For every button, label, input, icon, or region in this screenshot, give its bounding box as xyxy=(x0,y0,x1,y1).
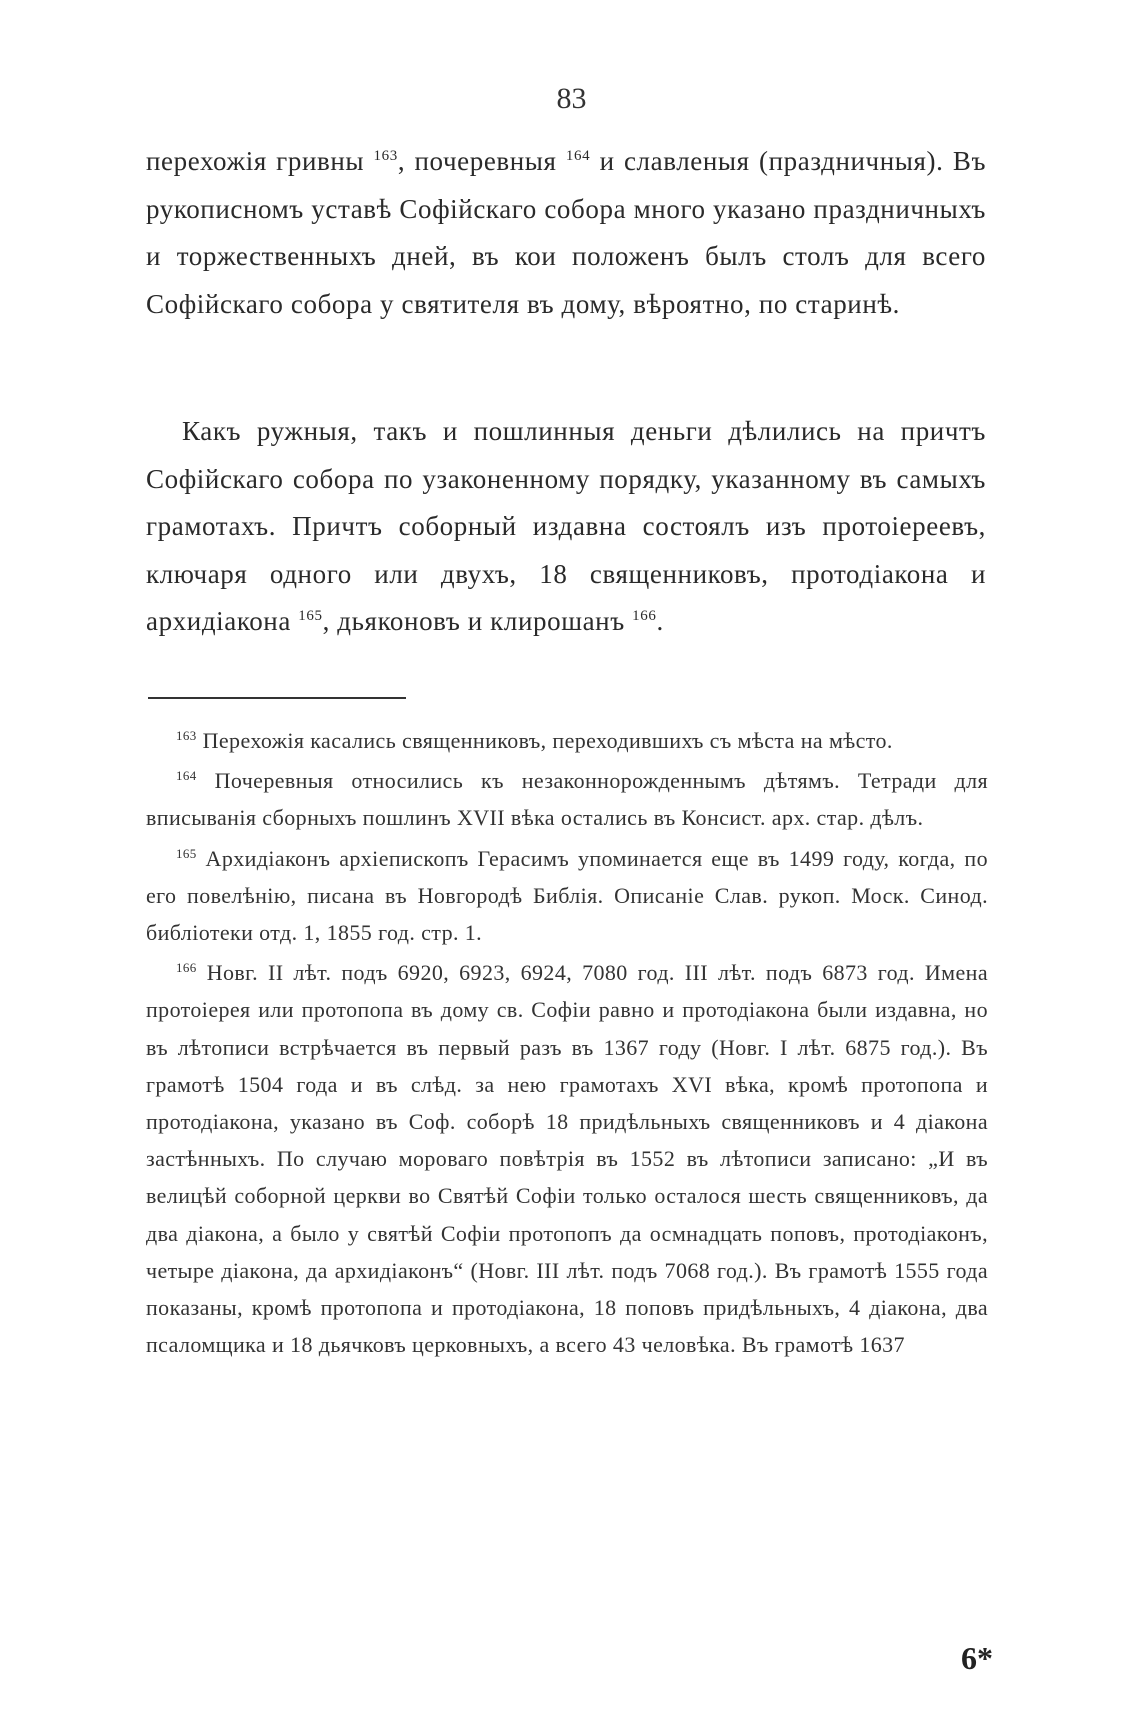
footnote-165 xyxy=(146,840,988,952)
text-run: и славленыя (праздничныя). Въ рукописномъ уставѣ Софійскаго собора много указано праздничныхъ и торжественныхъ дней, въ кои положенъ былъ столъ для всего Софійскаго собора у святителя въ дому, вѣроятно, по старинѣ. xyxy=(146,146,987,319)
text-run: , почеревныя xyxy=(397,146,566,176)
footnote-text: Почеревныя относились къ незаконнорожденнымъ дѣтямъ. Тетради для вписыванія сборныхъ пошлинъ XVII вѣка остались въ Консист. арх. стар. дѣлъ. xyxy=(146,768,989,831)
footnote-text: Перехожія касались священниковъ, переходившихъ съ мѣста на мѣсто. xyxy=(202,728,893,753)
footnote-number: 165 xyxy=(176,845,197,861)
footnote-text: Архидіаконъ архіепископъ Герасимъ упоминается еще въ 1499 году, когда, по его повелѣнію, писана въ Новгородѣ Библія. Описаніе Слав. рукоп. Моск. Синод. библіотеки отд. 1, 1855 год. стр. 1. xyxy=(146,845,988,946)
footnote-163 xyxy=(146,722,988,759)
footnote-ref-165: 165 xyxy=(298,608,323,625)
footnote-164 xyxy=(146,762,988,836)
text-run: . xyxy=(656,606,664,637)
footnote-166 xyxy=(146,954,988,1363)
text-run: Какъ ружныя, такъ и пошлинныя деньги дѣлились на причтъ Софійскаго собора по узаконенному порядку, указанному въ самыхъ грамотахъ. Причтъ соборный издавна состоялъ изъ протоіереевъ, ключаря одного или двухъ, 18 священниковъ, протодіакона и архидіакона xyxy=(146,416,986,637)
footnote-text: Новг. II лѣт. подъ 6920, 6923, 6924, 7080 год. III лѣт. подъ 6873 год. Имена протоіерея или протопопа въ дому св. Софіи равно и протодіакона были издавна, но въ лѣтописи встрѣчается въ первый разъ въ 1367 году (Новг. I лѣт. 6875 год.). Въ грамотѣ 1504 года и въ слѣд. за нею грамотахъ XVI вѣка, кромѣ протопопа и протодіакона, указано въ Соф. соборѣ 18 придѣльныхъ священниковъ и 4 діакона застѣнныхъ. По случаю мороваго повѣтрія въ 1552 въ лѣтописи записано: „И въ велицѣй соборной церкви во Святѣй Софіи только осталося шесть священниковъ, да два діакона, а было у святѣй Софіи протопопъ да осмнадцать поповъ, протодіаконъ, четыре діакона, да архидіаконъ“ (Новг. III лѣт. подъ 7068 год.). Въ грамотѣ 1555 года показаны, кромѣ протопопа и протодіакона, 18 поповъ придѣльныхъ, 4 діакона, два псаломщика и 18 дьячковъ церковныхъ, а всего 43 человѣка. Въ грамотѣ 1637 xyxy=(146,960,988,1358)
footnote-ref-164: 164 xyxy=(565,148,591,164)
text-run: , дьяконовъ и клирошанъ xyxy=(322,606,633,637)
printer-signature-mark: 6* xyxy=(961,1640,993,1676)
body-paragraph-1 xyxy=(146,138,986,328)
body-paragraph-2 xyxy=(146,408,986,646)
footnote-number: 166 xyxy=(176,960,197,976)
footnote-separator-rule xyxy=(148,697,406,699)
footnote-ref-163: 163 xyxy=(373,148,398,164)
footnotes-section xyxy=(146,722,988,1363)
text-run: перехожія гривны xyxy=(146,146,374,176)
footnote-ref-166: 166 xyxy=(632,608,657,625)
page-number: 83 xyxy=(556,82,587,115)
footnote-number: 164 xyxy=(176,768,197,784)
footnote-number: 163 xyxy=(176,728,197,743)
